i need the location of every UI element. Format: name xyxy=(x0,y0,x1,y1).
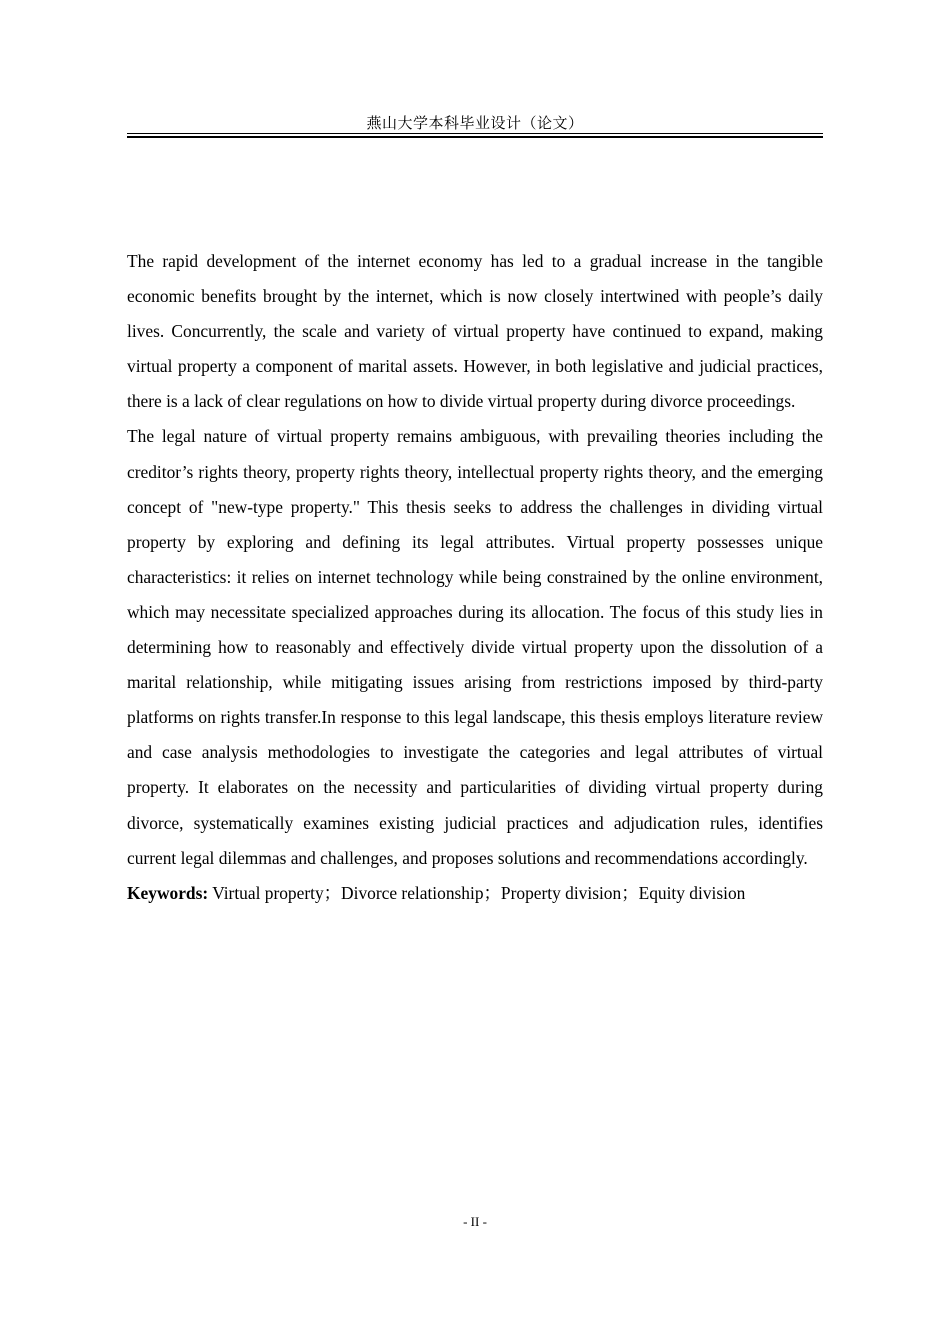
abstract-body xyxy=(127,244,823,911)
abstract-paragraph-1: The rapid development of the internet economy has led to a gradual increase in the tangible economic benefits brought by the internet, which is now closely intertwined with people’s daily lives. Concurrently, the scale and variety of virtual property have continued to expand, making virtual property a component of marital assets. However, in both legislative and judicial practices, there is a lack of clear regulations on how to divide virtual property during divorce proceedings. xyxy=(127,251,823,412)
running-header: 燕山大学本科毕业设计（论文） xyxy=(366,114,584,132)
abstract-paragraph-2: The legal nature of virtual property remains ambiguous, with prevailing theories including the creditor’s rights theory, property rights theory, intellectual property rights theory, and the emerging concept of "new-type property." This thesis seeks to address the challenges in dividing virtual property by exploring and defining its legal attributes. Virtual property possesses unique characteristics: it relies on internet technology while being constrained by the online environment, which may necessitate specialized approaches during its allocation. The focus of this study lies in determining how to reasonably and effectively divide virtual property upon the dissolution of a marital relationship, while mitigating issues arising from restrictions imposed by third-party platforms on rights transfer.In response to this legal landscape, this thesis employs literature review and case analysis methodologies to investigate the categories and legal attributes of virtual property. It elaborates on the necessity and particularities of dividing virtual property during divorce, systematically examines existing judicial practices and adjudication rules, identifies current legal dilemmas and challenges, and proposes solutions and recommendations accordingly. xyxy=(127,426,823,868)
keywords-list: Virtual property；Divorce relationship；Property division；Equity division xyxy=(208,882,746,903)
page-number: - II - xyxy=(463,1214,487,1229)
header-double-rule xyxy=(127,133,823,138)
keywords-line xyxy=(127,876,823,911)
keywords-label: Keywords: xyxy=(127,882,209,903)
